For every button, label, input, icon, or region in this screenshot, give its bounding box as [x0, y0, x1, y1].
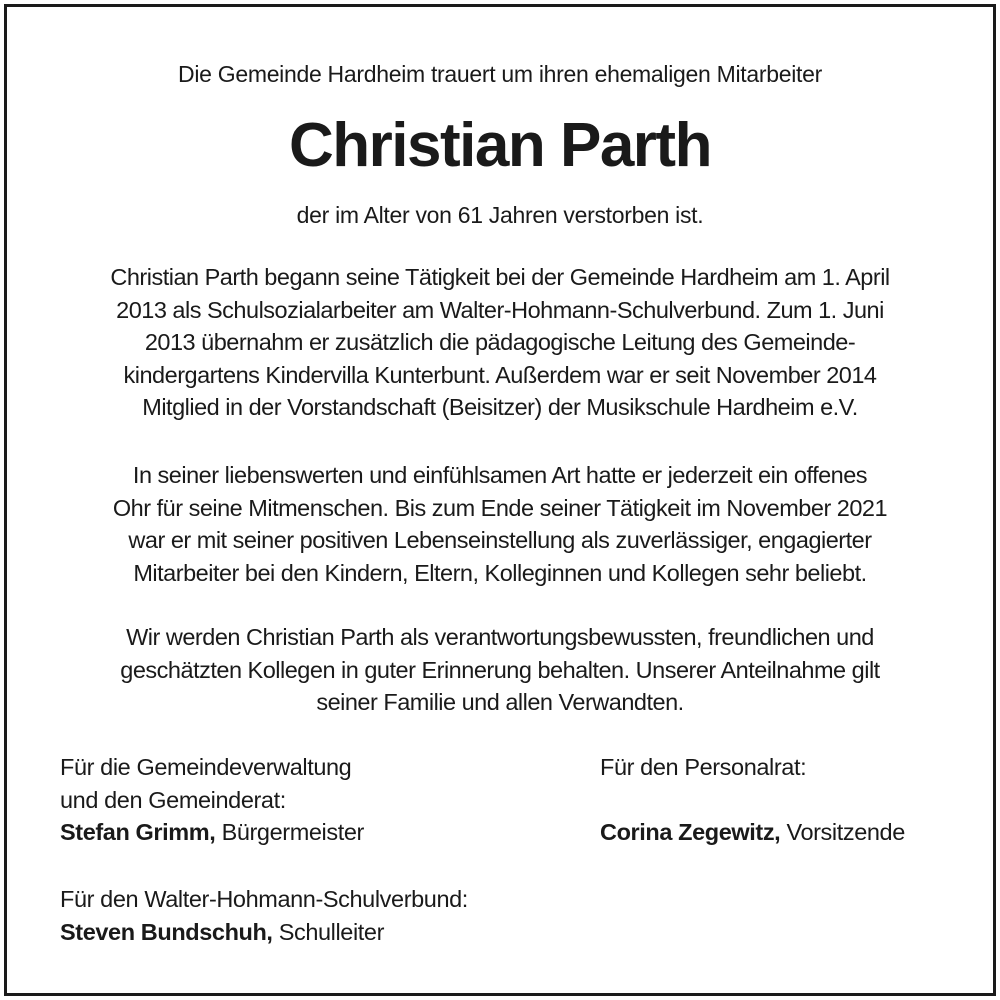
paragraph-line: Wir werden Christian Parth als verantwortungsbewussten, freundlichen und: [126, 624, 874, 650]
obituary-notice: [4, 4, 996, 996]
paragraph-line: 2013 als Schulsozialarbeiter am Walter-Hohmann-Schulverbund. Zum 1. Juni: [116, 296, 884, 323]
age-line: der im Alter von 61 Jahren verstorben ist.: [296, 202, 704, 228]
signature-label: Für den Walter-Hohmann-Schulverbund:: [60, 886, 468, 912]
paragraph-character: [37, 459, 963, 589]
paragraph-line: seiner Familie und allen Verwandten.: [316, 689, 684, 715]
intro-line: Die Gemeinde Hardheim trauert um ihren ehemaligen Mitarbeiter: [178, 61, 822, 87]
paragraph-line: kindergartens Kindervilla Kunterbunt. Außerdem war er seit November 2014: [123, 361, 877, 388]
signer-role: Bürgermeister: [221, 819, 364, 845]
signer-name: Steven Bundschuh,: [60, 918, 273, 945]
signer-role: Schulleiter: [278, 918, 385, 945]
paragraph-line: 2013 übernahm er zusätzlich die pädagogische Leitung des Gemeinde-: [144, 329, 856, 355]
signature-administration: [60, 751, 364, 849]
paragraph-line: Mitarbeiter bei den Kindern, Eltern, Kolleginnen und Kollegen sehr beliebt.: [133, 559, 867, 586]
paragraph-line: Christian Parth begann seine Tätigkeit bei der Gemeinde Hardheim am 1. April: [110, 264, 890, 290]
signature-staff-council: [600, 751, 905, 849]
signer-name: Stefan Grimm,: [60, 819, 216, 845]
signature-person-line: [60, 816, 364, 849]
paragraph-career: [37, 261, 963, 424]
signature-person-line: [60, 916, 468, 949]
paragraph-line: Mitglied in der Vorstandschaft (Beisitzer) der Musikschule Hardheim e.V.: [142, 394, 858, 420]
signer-name: Corina Zegewitz,: [600, 819, 781, 845]
paragraph-line: Ohr für seine Mitmenschen. Bis zum Ende seiner Tätigkeit im November 2021: [112, 494, 888, 521]
paragraph-line: geschätzten Kollegen in guter Erinnerung behalten. Unserer Anteilnahme gilt: [120, 656, 880, 683]
signature-person-line: [600, 816, 905, 849]
signature-school: [60, 883, 468, 948]
signature-label: Für die Gemeindeverwaltung: [60, 754, 352, 780]
paragraph-line: war er mit seiner positiven Lebenseinstellung als zuverlässiger, engagierter: [128, 527, 872, 553]
paragraph-remembrance: [37, 621, 963, 719]
deceased-name: Christian Parth: [289, 111, 711, 180]
signer-role: Vorsitzende: [786, 819, 905, 845]
signature-label: Für den Personalrat:: [600, 754, 807, 780]
paragraph-line: In seiner liebenswerten und einfühlsamen Art hatte er jederzeit ein offenes: [132, 462, 868, 488]
signature-label: und den Gemeinderat:: [60, 786, 286, 813]
